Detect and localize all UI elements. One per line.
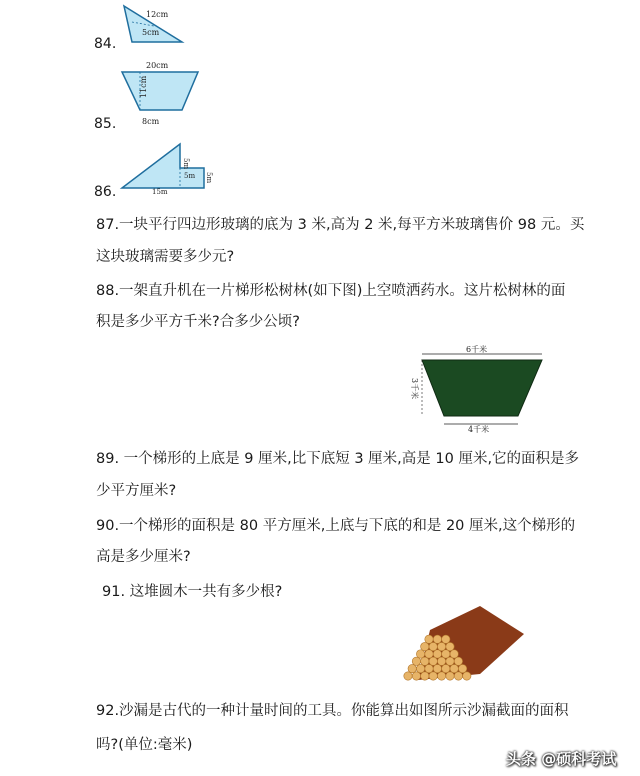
log-end [421, 672, 429, 680]
fig88-bottom-label: 4千米 [468, 425, 490, 434]
q89-line2: 少平方厘米? [96, 483, 177, 499]
fig85-height-label: 11cm [139, 75, 148, 98]
log-end [442, 635, 450, 643]
log-end [446, 672, 454, 680]
log-end [446, 657, 454, 665]
log-end [442, 664, 450, 672]
q85-number: 85. [94, 116, 117, 132]
log-end [433, 664, 441, 672]
log-end [437, 657, 445, 665]
log-end [433, 650, 441, 658]
fig88-top-label: 6千米 [466, 345, 488, 354]
log-end [458, 664, 466, 672]
watermark: 头条 @硕科考试 [506, 750, 617, 768]
log-end [433, 635, 441, 643]
figure-84-triangle [112, 2, 192, 48]
log-end [408, 664, 416, 672]
log-end [437, 642, 445, 650]
q90-line2: 高是多少厘米? [96, 549, 191, 565]
fig86-label-mid: 5m [184, 172, 196, 180]
figure-88-forest-trapezoid [400, 344, 550, 436]
log-end [454, 672, 462, 680]
q92-line2: 吗?(单位:毫米) [96, 737, 193, 753]
fig85-bottom-label: 8cm [142, 117, 160, 126]
fig84-height-label: 5cm [142, 28, 160, 37]
log-end [446, 642, 454, 650]
fig86-label-side: 5m [205, 172, 213, 184]
log-end [404, 672, 412, 680]
q92-line1: 92.沙漏是古代的一种计量时间的工具。你能算出如图所示沙漏截面的面积 [96, 703, 569, 719]
log-end [437, 672, 445, 680]
log-end [425, 635, 433, 643]
fig86-label-top: 5m [182, 158, 190, 170]
log-end [450, 650, 458, 658]
log-end [412, 672, 420, 680]
log-end [463, 672, 471, 680]
q87-line1: 87.一块平行四边形玻璃的底为 3 米,高为 2 米,每平方米玻璃售价 98 元。买 [96, 217, 585, 233]
figure-91-log-pile [396, 604, 526, 686]
log-end [412, 657, 420, 665]
fig86-label-base: 15m [152, 188, 168, 194]
log-end [425, 650, 433, 658]
q89-line1: 89. 一个梯形的上底是 9 厘米,比下底短 3 厘米,高是 10 厘米,它的面积是多 [96, 451, 580, 467]
figure-86-composite [118, 138, 218, 194]
log-end [429, 672, 437, 680]
q88-line1: 88.一架直升机在一片梯形松树林(如下图)上空喷洒药水。这片松树林的面 [96, 283, 566, 299]
q88-line2: 积是多少平方千米?合多少公顷? [96, 314, 300, 330]
figure-85-trapezoid [118, 58, 208, 128]
q91-line1: 91. 这堆圆木一共有多少根? [102, 584, 283, 600]
log-end [442, 650, 450, 658]
log-end [429, 642, 437, 650]
log-end [421, 657, 429, 665]
fig84-top-label: 12cm [146, 10, 169, 19]
log-end [416, 650, 424, 658]
fig88-height-label: 3千米 [410, 378, 419, 400]
q87-line2: 这块玻璃需要多少元? [96, 249, 235, 265]
log-end [429, 657, 437, 665]
log-end [450, 664, 458, 672]
q90-line1: 90.一个梯形的面积是 80 平方厘米,上底与下底的和是 20 厘米,这个梯形的 [96, 518, 576, 534]
log-end [425, 664, 433, 672]
log-end [454, 657, 462, 665]
fig85-top-label: 20cm [146, 61, 169, 70]
log-end [421, 642, 429, 650]
q86-number: 86. [94, 184, 117, 200]
q84-number: 84. [94, 36, 117, 52]
log-end [416, 664, 424, 672]
